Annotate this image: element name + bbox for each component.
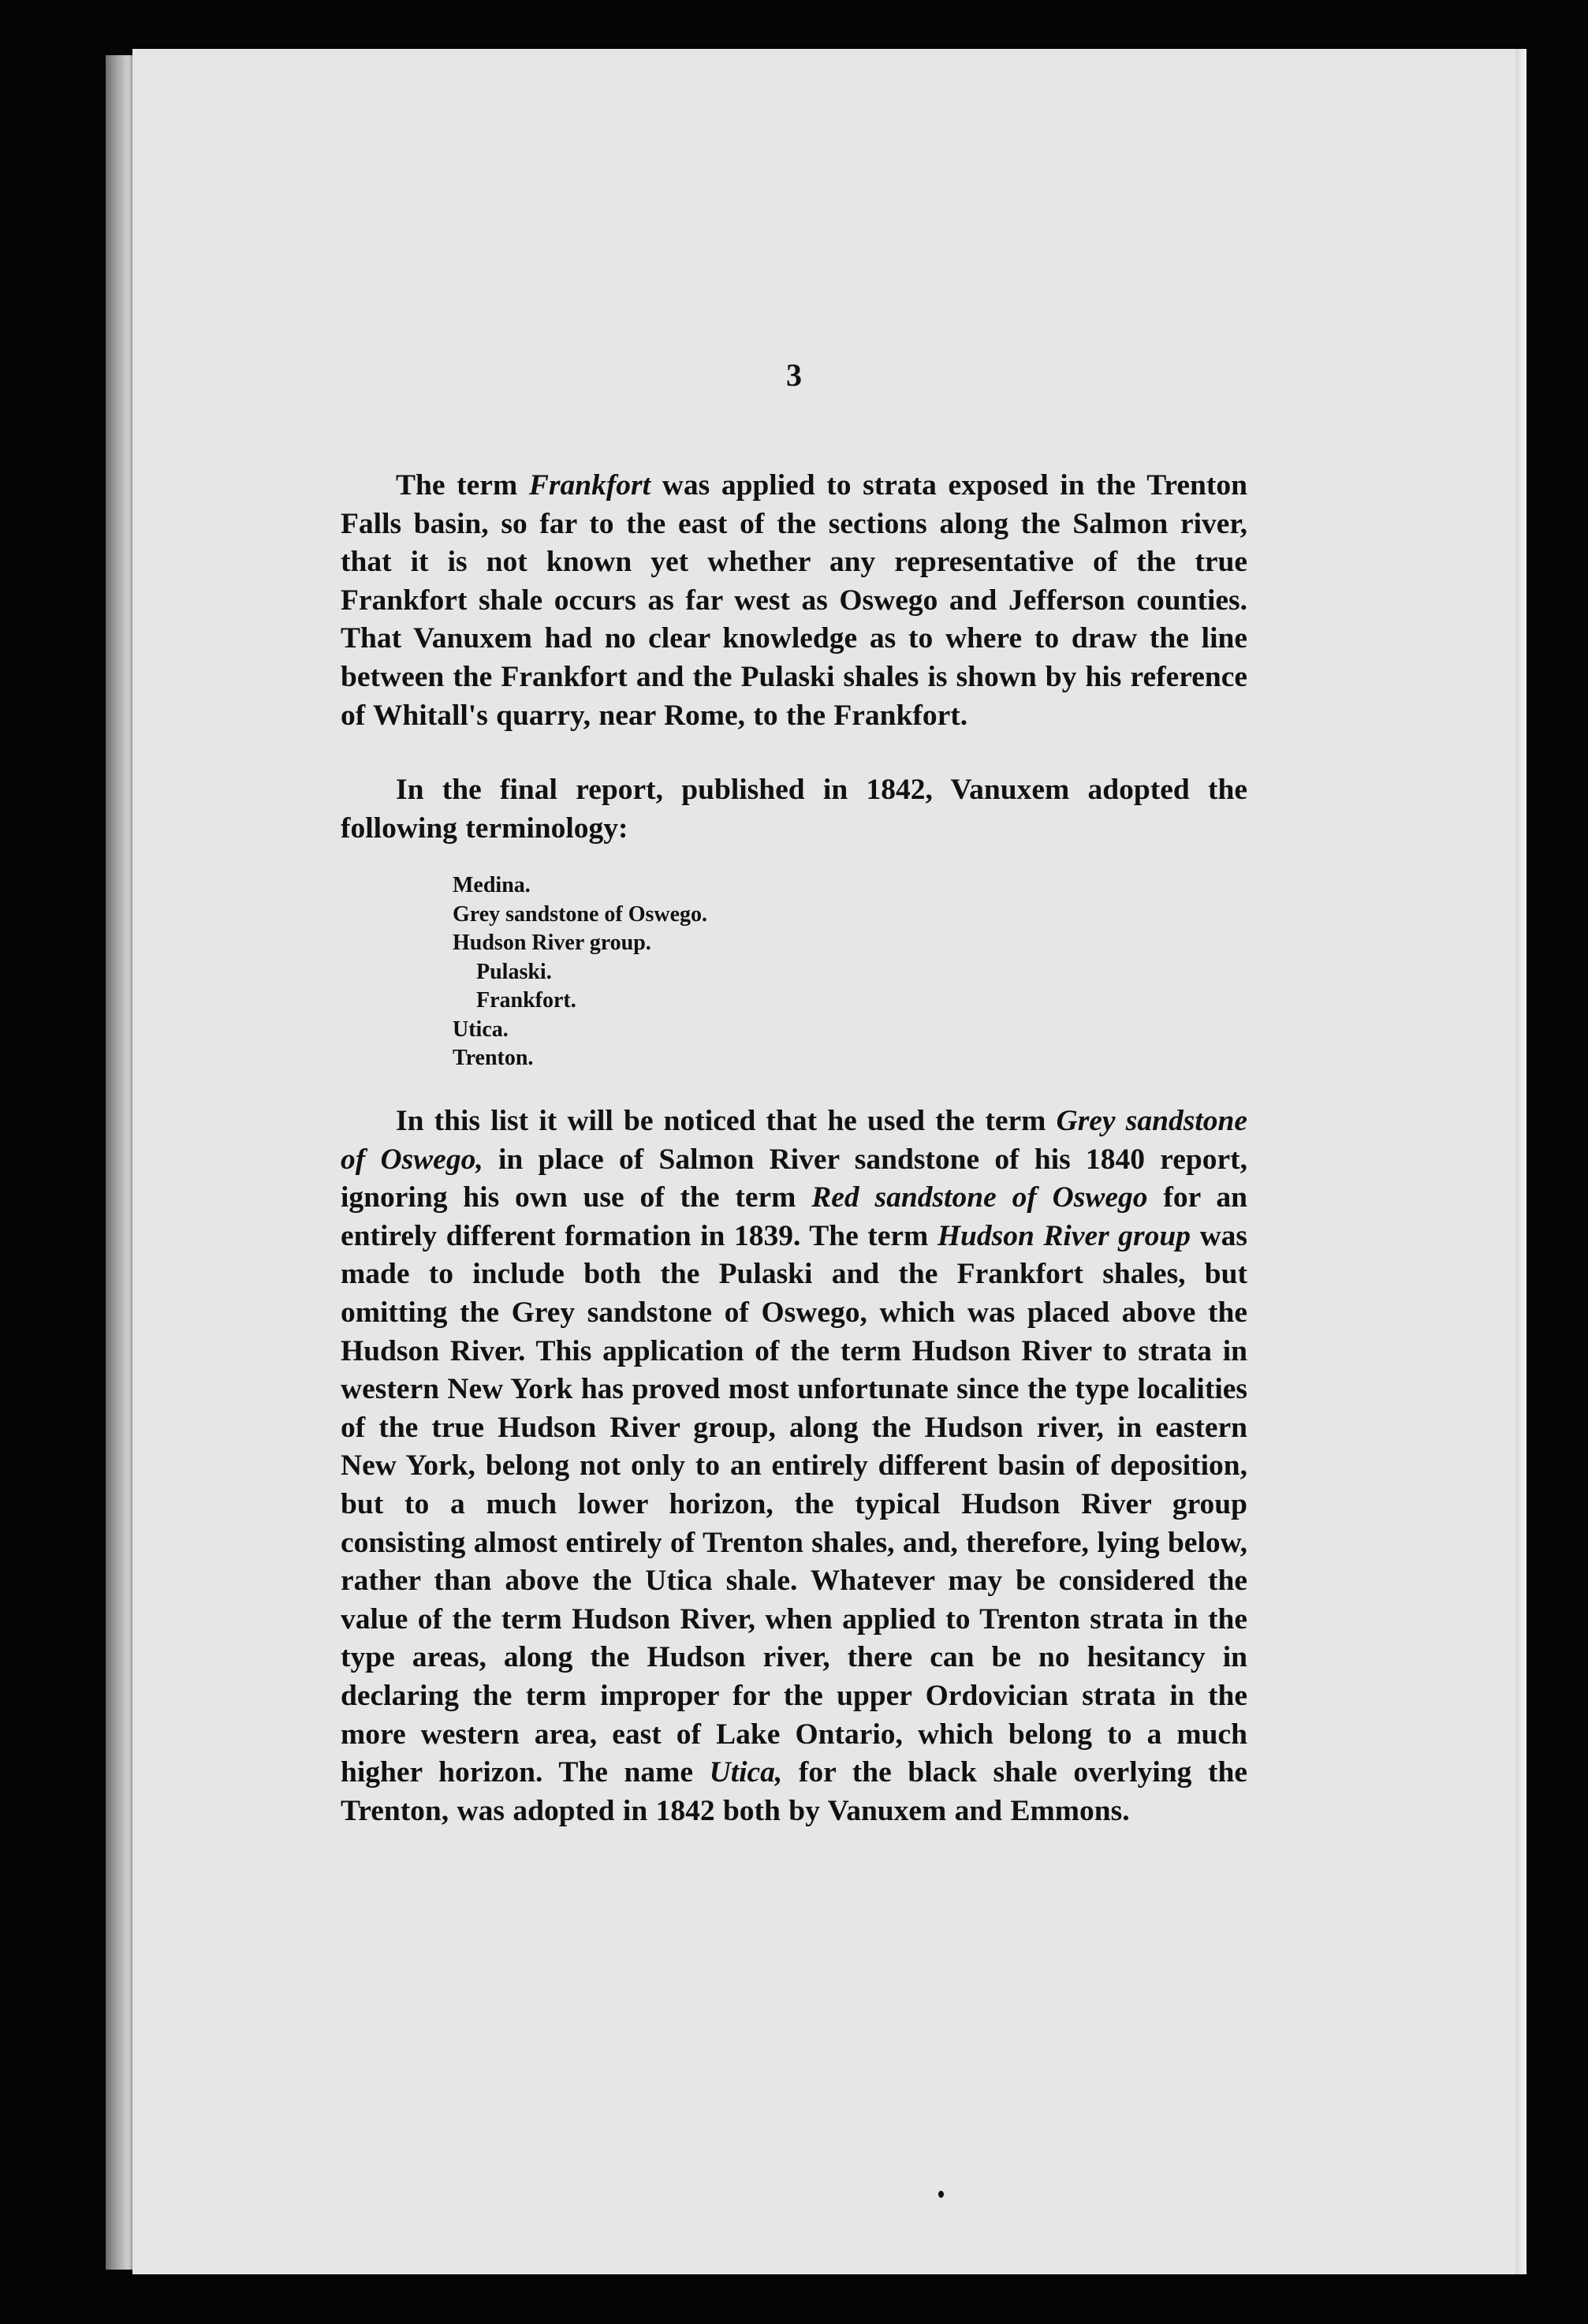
term-utica: Utica, — [709, 1756, 783, 1789]
p3-s1: In this list it will be noticed that he used the term — [396, 1105, 1057, 1137]
term-grey-sandstone: Grey sandstone of Oswego, — [341, 1105, 1247, 1176]
term-item: Hudson River group. — [453, 931, 651, 955]
p3-s5: for the black shale overlying the Trenton, was adopted in 1842 both by Vanuxem and Emmons. — [341, 1756, 1248, 1827]
paragraph-final-report: In the final report, published in 1842, Vanuxem adopted the following terminology: — [341, 774, 1247, 845]
term-item: Trenton. — [453, 1046, 534, 1070]
term-item: Frankfort. — [476, 988, 576, 1013]
term-item: Medina. — [453, 873, 531, 897]
term-frankfort: Frankfort — [528, 469, 651, 502]
paragraph-terminology-discussion — [341, 1102, 1247, 1830]
term-item: Pulaski. — [476, 959, 552, 984]
term-item: Utica. — [453, 1017, 509, 1042]
term-red-sandstone: Red sandstone of Oswego — [811, 1181, 1148, 1214]
p1-rest: was applied to strata exposed in the Trenton Falls basin, so far to the east of the sections along the Salmon river, that it is not known yet whether any representative of the true Frankfort shale occurs as far west as Oswego and Jefferson counties. That Vanuxem had no clear knowledge as to where to draw the line between the Frankfort and the Pulaski shales is shown by his reference of Whitall's quarry, near Rome, to the Frankfort. — [341, 469, 1247, 732]
page-edge — [1515, 49, 1526, 2274]
terminology-list — [453, 871, 707, 1073]
paragraph-frankfort — [341, 467, 1247, 735]
p3-s2: in place of Salmon River sandstone of his 1840 report, ignoring his own use of the term — [341, 1143, 1247, 1214]
page-number: 3 — [786, 357, 802, 393]
p3-s3: for an entirely different formation in 1839. The term — [341, 1181, 1248, 1252]
p1-lead: The term — [396, 469, 529, 502]
ink-speck — [938, 2191, 944, 2198]
term-hudson-river-group: Hudson River group — [937, 1219, 1191, 1252]
p3-s4: was made to include both the Pulaski and the Frankfort shales, but omitting the Grey sandstone of Oswego, which was placed above the Hudson River. This application of the term Hudson River to strata in western New York has proved most unfortunate since the type localities of the true Hudson River group, along the Hudson river, in eastern New York, belong not only to an entirely different basin of deposition, but to a much lower horizon, the typical Hudson River group consisting almost entirely of Trenton shales, and, therefore, lying below, rather than above the Utica shale. Whatever may be considered the value of the term Hudson River, when applied to Trenton strata in the type areas, along the Hudson river, there can be no hesitancy in declaring the term improper for the upper Ordovician strata in the more western area, east of Lake Ontario, which belong to a much higher horizon. The name — [341, 1219, 1247, 1789]
scanned-page — [132, 49, 1526, 2274]
term-item: Grey sandstone of Oswego. — [453, 901, 708, 927]
